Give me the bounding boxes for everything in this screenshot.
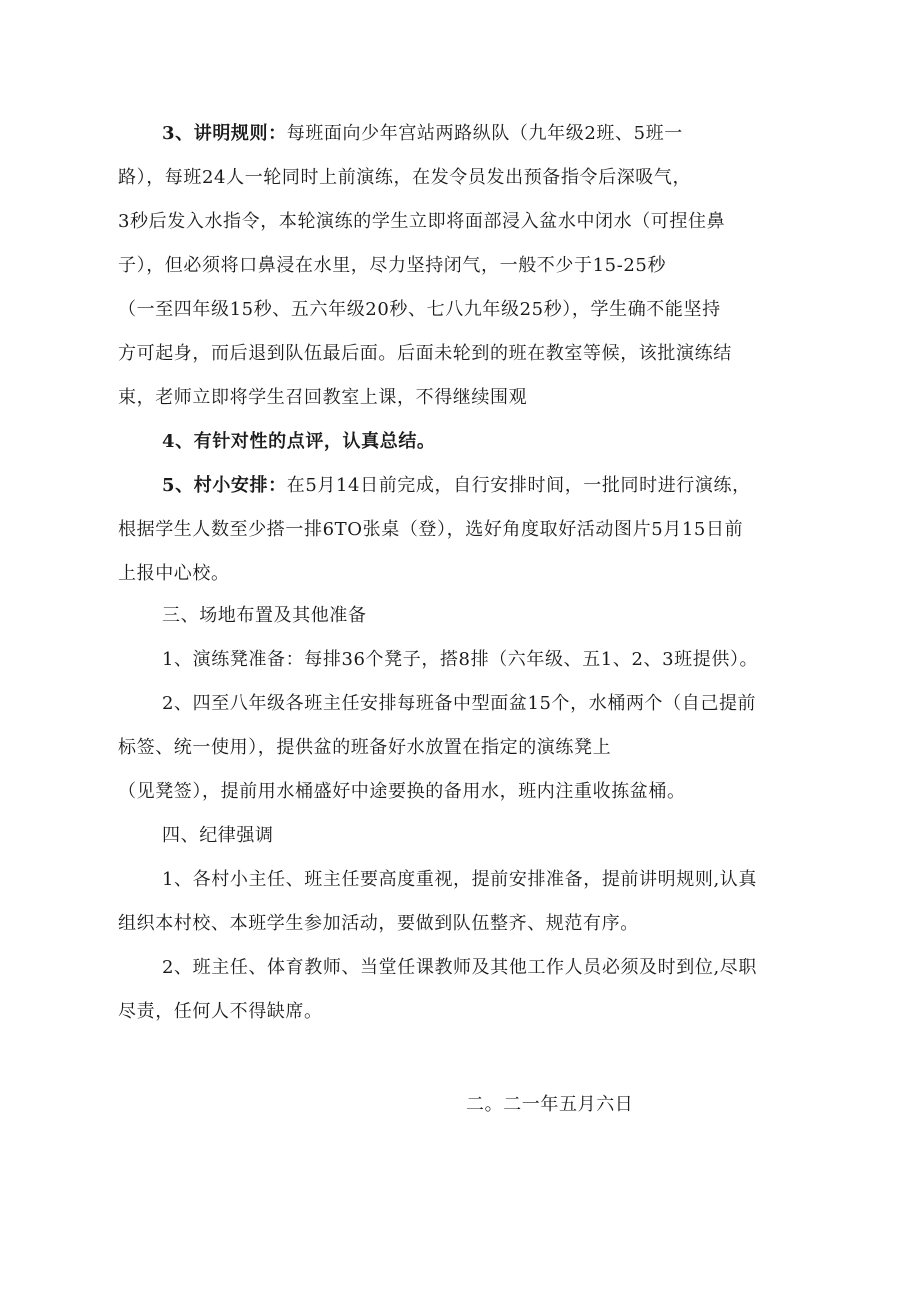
item5-line-2: 根据学生人数至少搭一排6TO张桌（登），选好角度取好活动图片5月15日前 xyxy=(118,519,744,540)
rule3-line-1 xyxy=(162,122,683,146)
rule3-label: 3、讲明规则： xyxy=(162,123,287,144)
item5-text-1: 在5月14日前完成，自行安排时间，一批同时进行演练， xyxy=(286,475,751,496)
section3-item-2-cont-2: （见凳签），提前用水桶盛好中途要换的备用水，班内注重收拣盆桶。 xyxy=(118,781,686,802)
section3-item-2: 2、四至八年级各班主任安排每班备中型面盆15个，水桶两个（自己提前 xyxy=(162,693,757,714)
item5-line-3: 上报中心校。 xyxy=(118,563,230,584)
rule3-line-7: 束，老师立即将学生召回教室上课，不得继续围观 xyxy=(118,387,528,408)
document-date: 二。二一年五月六日 xyxy=(466,1094,634,1115)
rule3-line-2: 路），每班24人一轮同时上前演练，在发令员发出预备指令后深吸气， xyxy=(118,167,692,188)
section3-item-2-cont: 标签、统一使用），提供盆的班备好水放置在指定的演练凳上 xyxy=(118,737,612,758)
rule3-line-4: 子），但必须将口鼻浸在水里，尽力坚持闭气，一般不少于15-25秒 xyxy=(118,255,667,276)
item4-line: 4、有针对性的点评，认真总结。 xyxy=(162,431,436,452)
section3-heading: 三、场地布置及其他准备 xyxy=(162,605,367,626)
rule3-line-3: 3秒后发入水指令，本轮演练的学生立即将面部浸入盆水中闭水（可捏住鼻 xyxy=(118,211,726,232)
section4-item-1-cont: 组织本村校、本班学生参加活动，要做到队伍整齐、规范有序。 xyxy=(118,913,639,934)
section4-heading: 四、纪律强调 xyxy=(162,825,274,846)
rule3-text-1: 每班面向少年宫站两路纵队（九年级2班、5班一 xyxy=(286,123,683,144)
rule3-line-6: 方可起身，而后退到队伍最后面。后面未轮到的班在教室等候，该批演练结 xyxy=(118,343,732,364)
section4-item-2: 2、班主任、体育教师、当堂任课教师及其他工作人员必须及时到位,尽职 xyxy=(162,957,757,978)
rule3-line-5: （一至四年级15秒、五六年级20秒、七八九年级25秒），学生确不能坚持 xyxy=(118,299,721,320)
section4-item-1: 1、各村小主任、班主任要高度重视，提前安排准备，提前讲明规则,认真 xyxy=(162,869,757,890)
item5-line-1 xyxy=(162,474,751,498)
section3-item-1: 1、演练凳准备：每排36个凳子，搭8排（六年级、五1、2、3班提供）。 xyxy=(162,649,759,670)
section4-item-2-cont: 尽责，任何人不得缺席。 xyxy=(118,1001,323,1022)
item5-label: 5、村小安排： xyxy=(162,475,287,496)
